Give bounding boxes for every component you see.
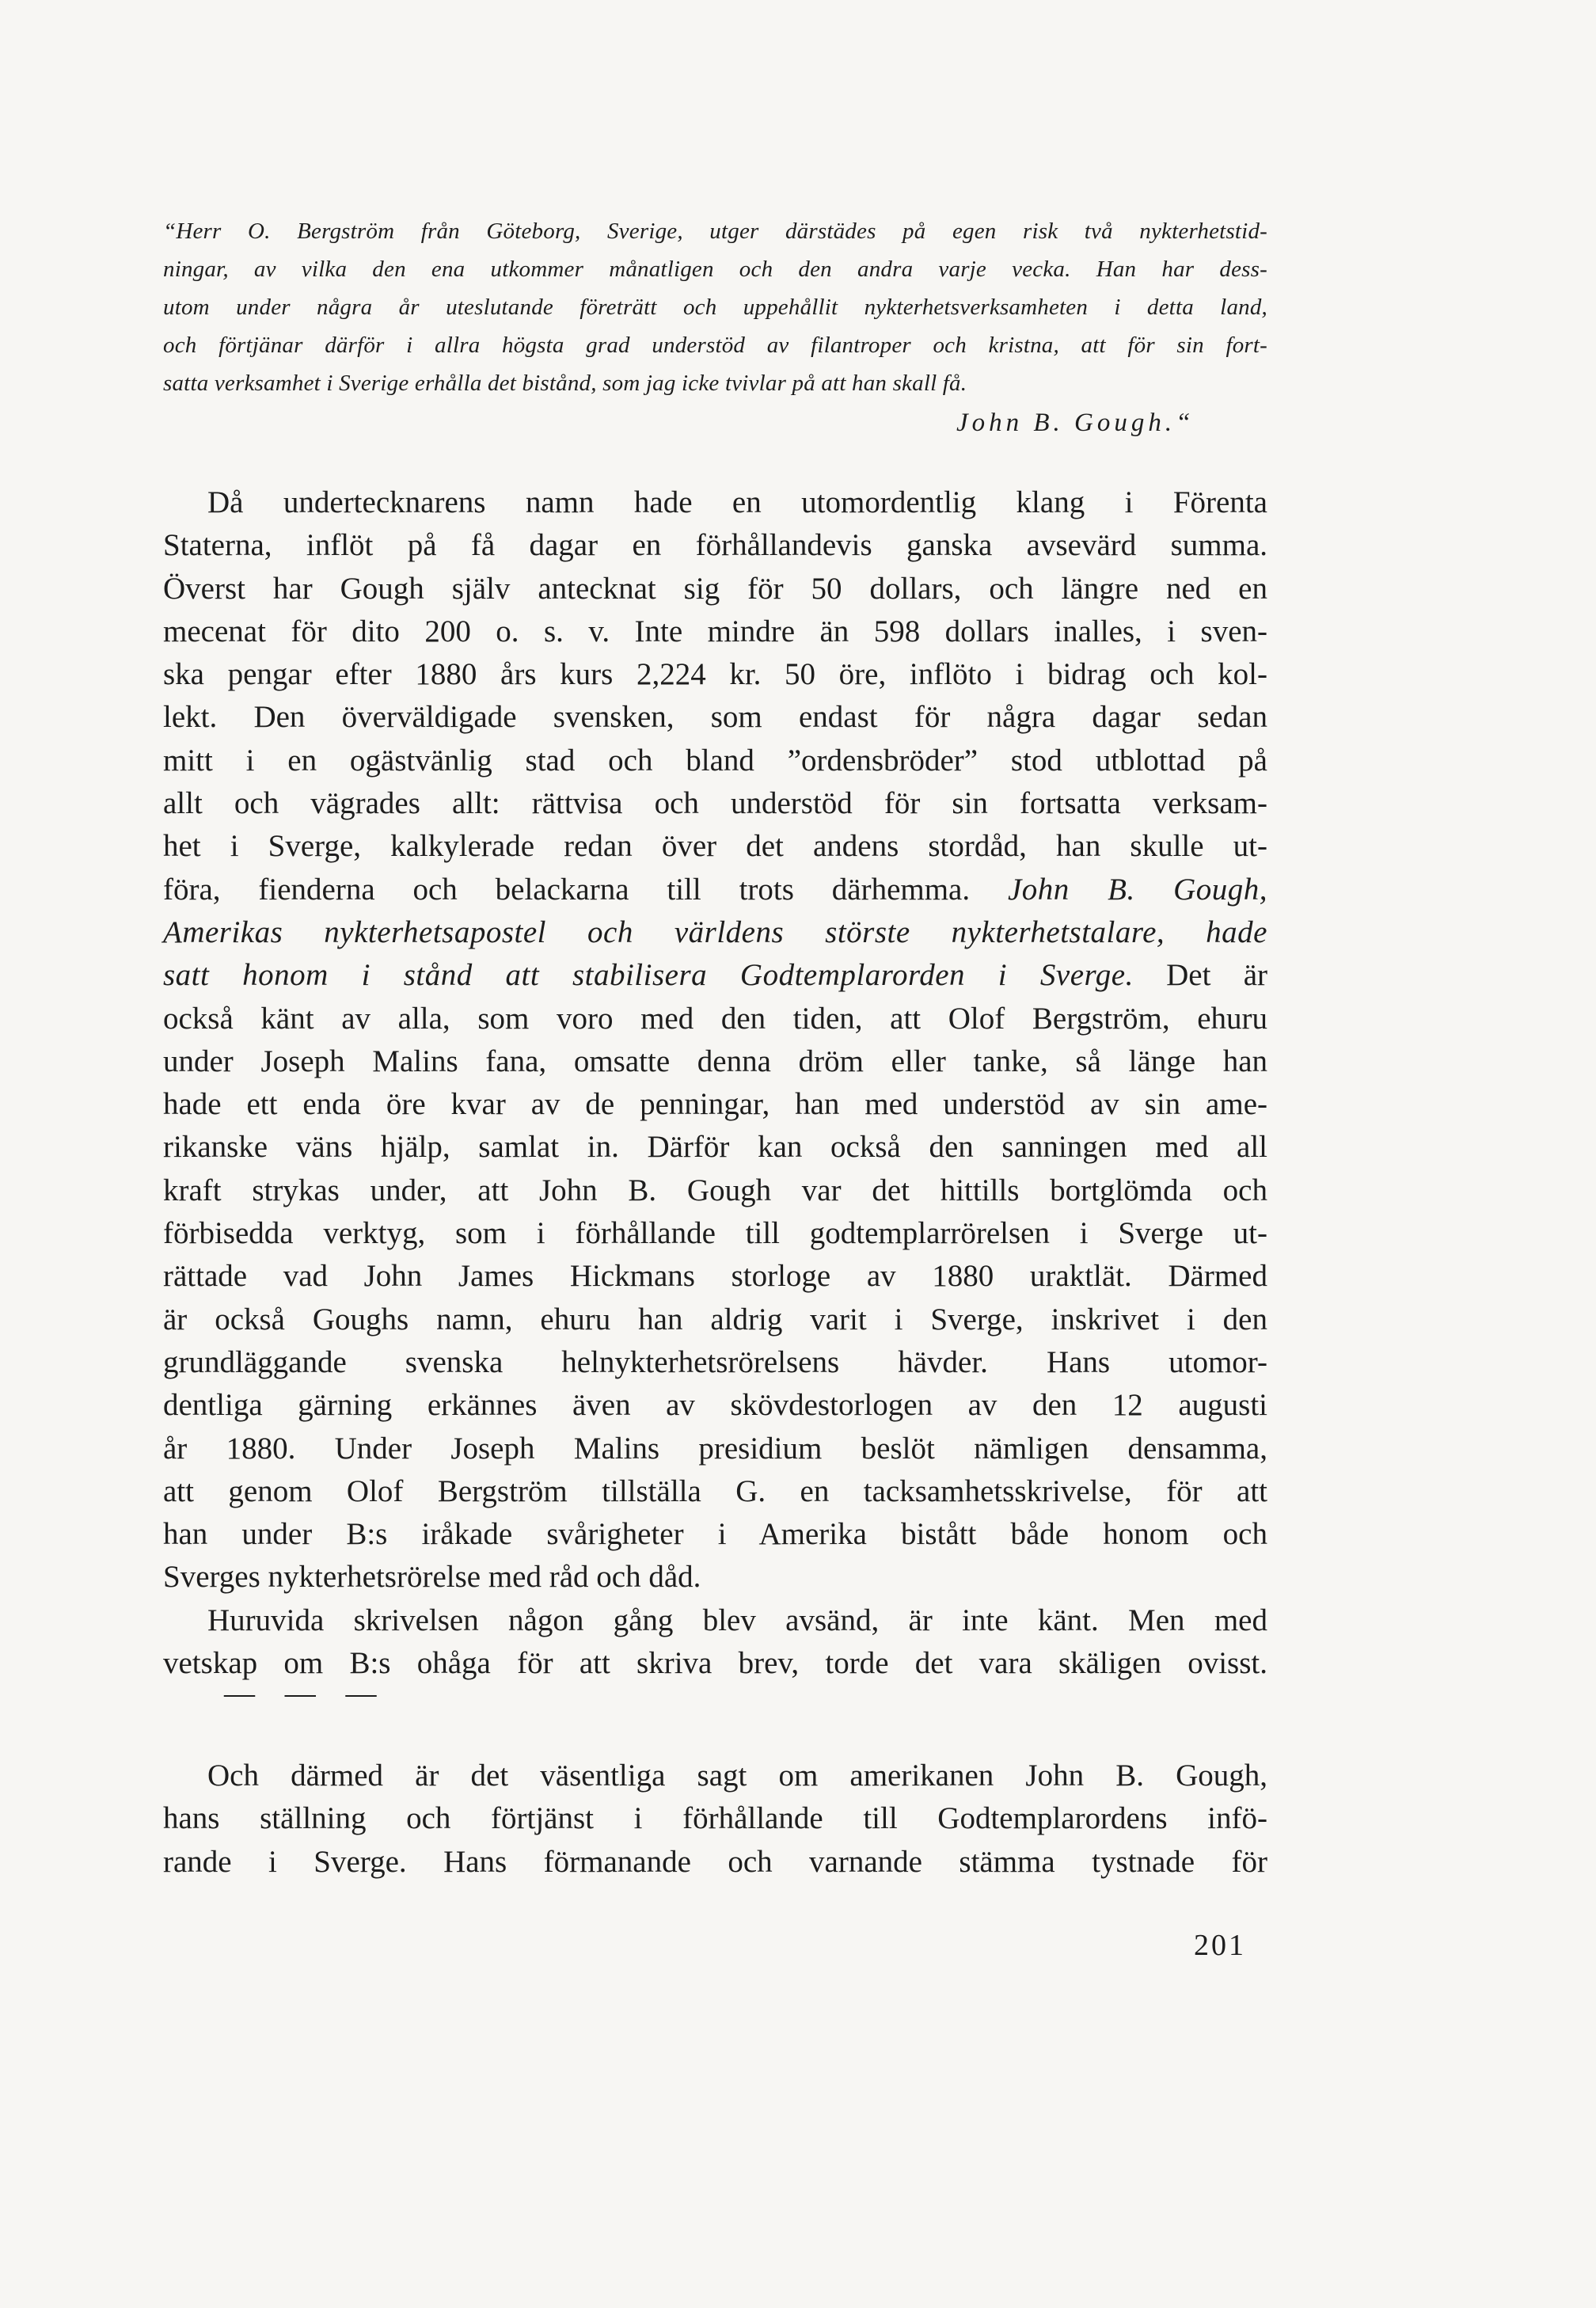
text-line: Överst har Gough själv antecknat sig för 50 dollars, och längre ned en (163, 571, 1267, 606)
text-line: rande i Sverge. Hans förmanande och varnande stämma tystnade för (163, 1844, 1267, 1879)
text-line: Då undertecknarens namn hade en utomordentlig klang i Förenta (207, 485, 1267, 519)
text-line: han under B:s iråkade svårigheter i Amerika bistått både honom och (163, 1517, 1267, 1552)
quote-line: satta verksamhet i Sverige erhålla det bistånd, som jag icke tvivlar på att han skall få. (163, 371, 967, 396)
text-line: hade ett enda öre kvar av de penningar, han med understöd av sin ame- (163, 1087, 1267, 1122)
text-line: Och därmed är det väsentliga sagt om amerikanen John B. Gough, (207, 1759, 1267, 1793)
text-line (163, 954, 1267, 997)
text-line (163, 869, 1267, 911)
quote-signature: John B. Gough.“ (956, 409, 1195, 437)
closing-paragraph (163, 1755, 1267, 1884)
emphasized-text: satt honom i stånd att stabilisera Godtemplarorden i Sverge. (163, 958, 1134, 993)
quote-line: utom under några år uteslutande företrätt och uppehållit nykterhetsverksamheten i detta land, (163, 295, 1267, 320)
text-segment: föra, fienderna och belackarna till trots därhemma. (163, 872, 971, 907)
text-line (163, 911, 1267, 954)
text-line: hans ställning och förtjänst i förhållande till Godtemplarordens infö- (163, 1801, 1267, 1836)
text-line: år 1880. Under Joseph Malins presidium beslöt nämligen densamma, (163, 1431, 1267, 1466)
quote-line: “Herr O. Bergström från Göteborg, Sverige, utger därstädes på egen risk två nykterhetstid- (163, 219, 1267, 244)
text-line: Sverges nykterhetsrörelse med råd och dåd. (163, 1560, 701, 1595)
text-line: het i Sverge, kalkylerade redan över det andens stordåd, han skulle ut- (163, 829, 1267, 864)
quote-line: och förtjänar därför i allra högsta grad understöd av filantroper och kristna, att för sin fort- (163, 333, 1267, 358)
page-number: 201 (1194, 1929, 1246, 1962)
text-line: kraft strykas under, att John B. Gough var det hittills bortglömda och (163, 1173, 1267, 1207)
text-line: allt och vägrades allt: rättvisa och understöd för sin fortsatta verksam- (163, 786, 1267, 821)
text-line: rikanske väns hjälp, samlat in. Därför kan också den sanningen med all (163, 1130, 1267, 1165)
text-line: ska pengar efter 1880 års kurs 2,224 kr. 50 öre, inflöto i bidrag och kol- (163, 657, 1267, 692)
text-line: Huruvida skrivelsen någon gång blev avsänd, är inte känt. Men med (207, 1603, 1267, 1637)
text-line: lekt. Den överväldigade svensken, som endast för några dagar sedan (163, 700, 1267, 735)
emphasized-text: John B. Gough, (1007, 872, 1267, 907)
text-line: att genom Olof Bergström tillställa G. en tacksamhetsskrivelse, för att (163, 1473, 1267, 1508)
text-line: mecenat för dito 200 o. s. v. Inte mindre än 598 dollars inalles, i sven- (163, 614, 1267, 648)
text-line: under Joseph Malins fana, omsatte denna dröm eller tanke, så länge han (163, 1044, 1267, 1078)
emphasized-text: Amerikas nykterhetsapostel och världens störste nykterhetstalare, hade (163, 914, 1267, 949)
text-line: rättade vad John James Hickmans storloge av 1880 uraktlät. Därmed (163, 1259, 1267, 1294)
text-line: vetskap om B:s ohåga för att skriva brev, torde det vara skäligen ovisst. (163, 1646, 1267, 1681)
text-line: också känt av alla, som voro med den tiden, att Olof Bergström, ehuru (163, 1001, 1267, 1036)
text-line: förbisedda verktyg, som i förhållande till godtemplarrörelsen i Sverge ut- (163, 1216, 1267, 1251)
text-line: mitt i en ogästvänlig stad och bland ”ordensbröder” stod utblottad på (163, 743, 1267, 778)
section-separator: — — — (224, 1676, 388, 1710)
main-paragraph (163, 481, 1267, 1685)
quoted-letter (163, 212, 1267, 402)
text-line: är också Goughs namn, ehuru han aldrig varit i Sverge, inskrivet i den (163, 1302, 1267, 1337)
text-segment: Det är (1166, 958, 1268, 993)
text-line: Staterna, inflöt på få dagar en förhållandevis ganska avsevärd summa. (163, 528, 1267, 563)
text-line: grundläggande svenska helnykterhetsrörelsens hävder. Hans utomor- (163, 1344, 1267, 1379)
text-line: dentliga gärning erkännes även av skövdestorlogen av den 12 augusti (163, 1388, 1267, 1423)
quote-line: ningar, av vilka den ena utkommer månatligen och den andra varje vecka. Han har dess- (163, 257, 1267, 282)
